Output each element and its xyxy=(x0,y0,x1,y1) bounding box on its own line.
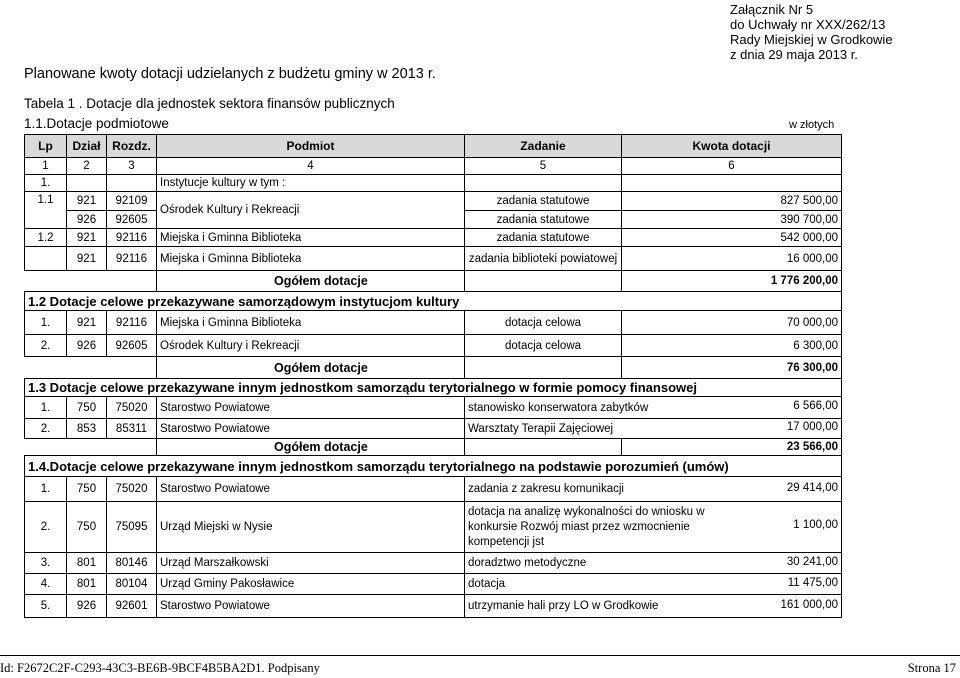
table-row xyxy=(25,574,842,595)
table-header-row xyxy=(25,135,842,158)
section-title: 1.2 Dotacje celowe przekazywane samorządowym instytucjom kultury xyxy=(25,292,842,311)
header-dzial: Dział xyxy=(67,135,107,158)
cell-lp: 5. xyxy=(25,595,67,618)
cell-kwota: 827 500,00 xyxy=(622,192,842,211)
table-row xyxy=(25,229,842,247)
cell-zadanie: zadania biblioteki powiatowej xyxy=(465,247,622,271)
cell-zadanie: dotacja celowa xyxy=(465,335,622,357)
cell-dzial: 921 xyxy=(67,247,107,271)
table-row xyxy=(25,553,842,574)
cell-dzial: 853 xyxy=(67,419,107,439)
header-kwota: Kwota dotacji xyxy=(622,135,842,158)
cell-zadanie-kwota xyxy=(465,574,842,595)
column-number-row xyxy=(25,158,842,175)
cell-lp: 1.2 xyxy=(25,229,67,247)
cell-dzial: 926 xyxy=(67,595,107,618)
cell-dzial: 926 xyxy=(67,335,107,357)
annex-line: do Uchwały nr XXX/262/13 xyxy=(730,17,886,32)
cell-kwota: 542 000,00 xyxy=(622,229,842,247)
cell-lp: 2. xyxy=(25,502,67,553)
cell-lp: 1. xyxy=(25,311,67,335)
cell-rozdz: 85311 xyxy=(107,419,157,439)
cell-rozdz: 80104 xyxy=(107,574,157,595)
cell-rozdz: 92605 xyxy=(107,211,157,229)
cell-zadanie-kwota xyxy=(465,397,842,419)
page-title: Planowane kwoty dotacji udzielanych z budżetu gminy w 2013 r. xyxy=(24,66,436,82)
cell-podmiot: Ośrodek Kultury i Rekreacji xyxy=(157,335,465,357)
cell-kwota: 17 000,00 xyxy=(786,421,838,433)
cell-zadanie-kwota xyxy=(465,595,842,618)
table-row xyxy=(25,335,842,357)
subsidy-table xyxy=(24,134,842,618)
cell-podmiot: Starostwo Powiatowe xyxy=(157,477,465,502)
cell-rozdz: 75095 xyxy=(107,502,157,553)
cell-podmiot: Urząd Miejski w Nysie xyxy=(157,502,465,553)
cell-dzial: 750 xyxy=(67,502,107,553)
cell-kwota: 161 000,00 xyxy=(780,599,838,611)
cell-zadanie: zadania z zakresu komunikacji xyxy=(468,483,624,495)
section-title: 1.4.Dotacje celowe przekazywane innym jednostkom samorządu terytorialnego na podstawie porozumień (umów) xyxy=(25,456,842,477)
total-value: 76 300,00 xyxy=(622,357,842,379)
cell-zadanie-kwota xyxy=(465,477,842,502)
cell-kwota: 390 700,00 xyxy=(622,211,842,229)
total-label: Ogółem dotacje xyxy=(157,271,465,292)
cell-rozdz: 92605 xyxy=(107,335,157,357)
cell-kwota: 6 300,00 xyxy=(622,335,842,357)
cell-kwota: 11 475,00 xyxy=(787,577,838,589)
colnum: 3 xyxy=(107,158,157,175)
subsection-title: 1.1.Dotacje podmiotowe xyxy=(24,116,169,131)
cell-podmiot: Starostwo Powiatowe xyxy=(157,397,465,419)
cell-podmiot: Urząd Gminy Pakosławice xyxy=(157,574,465,595)
cell-zadanie: Warsztaty Terapii Zajęciowej xyxy=(468,422,614,435)
cell-lp: 1. xyxy=(25,477,67,502)
cell-podmiot: Urząd Marszałkowski xyxy=(157,553,465,574)
cell-kwota: 6 566,00 xyxy=(793,400,838,412)
cell-rozdz: 92601 xyxy=(107,595,157,618)
cell-zadanie: utrzymanie hali przy LO w Grodkowie xyxy=(468,600,659,612)
total-row xyxy=(25,357,842,379)
cell-lp: 4. xyxy=(25,574,67,595)
cell-dzial: 801 xyxy=(67,574,107,595)
cell-zadanie-kwota xyxy=(465,419,842,439)
page-number: Strona 17 xyxy=(907,661,956,675)
cell-rozdz: 80146 xyxy=(107,553,157,574)
cell-lp: 1. xyxy=(25,175,67,192)
table-row xyxy=(25,595,842,618)
cell-kwota: 29 414,00 xyxy=(786,482,838,494)
cell-zadanie: zadania statutowe xyxy=(465,211,622,229)
cell-rozdz: 75020 xyxy=(107,397,157,419)
table-row xyxy=(25,311,842,335)
cell-zadanie-kwota xyxy=(465,502,842,553)
cell-kwota: 1 100,00 xyxy=(793,519,838,531)
cell-zadanie: dotacja na analizę wykonalności do wniosku w konkursie Rozwój miast przez wzmocnienie kompetencji jst xyxy=(468,505,705,548)
footer-divider xyxy=(0,655,960,656)
header-zadanie: Zadanie xyxy=(465,135,622,158)
cell-dzial: 921 xyxy=(67,192,107,211)
cell-dzial: 926 xyxy=(67,211,107,229)
currency-note: w złotych xyxy=(789,119,835,131)
cell-zadanie: doradztwo metodyczne xyxy=(468,557,587,569)
table-row xyxy=(25,175,842,192)
total-value: 1 776 200,00 xyxy=(622,271,842,292)
section-title: 1.3 Dotacje celowe przekazywane innym jednostkom samorządu terytorialnego w formie pomocy finansowej xyxy=(25,379,842,397)
table-row xyxy=(25,419,842,439)
section-row xyxy=(25,379,842,397)
table-row xyxy=(25,477,842,502)
cell-zadanie: dotacja celowa xyxy=(465,311,622,335)
cell-lp: 2. xyxy=(25,335,67,357)
total-row xyxy=(25,439,842,456)
cell-kwota: 30 241,00 xyxy=(786,556,838,568)
cell-dzial: 921 xyxy=(67,229,107,247)
table-row xyxy=(25,502,842,553)
cell-podmiot: Miejska i Gminna Biblioteka xyxy=(157,311,465,335)
section-row xyxy=(25,456,842,477)
total-label: Ogółem dotacje xyxy=(157,357,465,379)
cell-rozdz: 75020 xyxy=(107,477,157,502)
cell-podmiot: Starostwo Powiatowe xyxy=(157,419,465,439)
cell-podmiot: Miejska i Gminna Biblioteka xyxy=(157,247,465,271)
cell-rozdz: 92116 xyxy=(107,311,157,335)
cell-zadanie: zadania statutowe xyxy=(465,192,622,211)
cell-rozdz: 92116 xyxy=(107,247,157,271)
section-row xyxy=(25,292,842,311)
colnum: 5 xyxy=(465,158,622,175)
table-row xyxy=(25,247,842,271)
cell-rozdz: 92109 xyxy=(107,192,157,211)
annex-header xyxy=(730,2,893,62)
table-row xyxy=(25,397,842,419)
cell-lp: 3. xyxy=(25,553,67,574)
cell-dzial: 921 xyxy=(67,311,107,335)
cell-lp: 1. xyxy=(25,397,67,419)
total-value: 23 566,00 xyxy=(622,439,842,456)
colnum: 6 xyxy=(622,158,842,175)
document-id: Id: F2672C2F-C293-43C3-BE6B-9BCF4B5BA2D1. Podpisany xyxy=(0,661,320,675)
cell-rozdz: 92116 xyxy=(107,229,157,247)
cell-podmiot: Instytucje kultury w tym : xyxy=(157,175,465,192)
annex-line: Rady Miejskiej w Grodkowie xyxy=(730,32,893,47)
cell-podmiot: Starostwo Powiatowe xyxy=(157,595,465,618)
table-title: Tabela 1 . Dotacje dla jednostek sektora finansów publicznych xyxy=(24,96,395,111)
annex-line: z dnia 29 maja 2013 r. xyxy=(730,47,858,62)
header-rozdz: Rozdz. xyxy=(107,135,157,158)
cell-lp: 1.1 xyxy=(25,192,67,229)
cell-podmiot: Ośrodek Kultury i Rekreacji xyxy=(157,192,465,229)
table-row xyxy=(25,192,842,211)
cell-lp: 2. xyxy=(25,419,67,439)
total-row xyxy=(25,271,842,292)
cell-dzial: 801 xyxy=(67,553,107,574)
cell-dzial: 750 xyxy=(67,397,107,419)
header-lp: Lp xyxy=(25,135,67,158)
annex-line: Załącznik Nr 5 xyxy=(730,2,814,17)
cell-kwota: 16 000,00 xyxy=(622,247,842,271)
colnum: 2 xyxy=(67,158,107,175)
cell-zadanie-kwota xyxy=(465,553,842,574)
header-podmiot: Podmiot xyxy=(157,135,465,158)
total-label: Ogółem dotacje xyxy=(157,439,465,456)
cell-podmiot: Miejska i Gminna Biblioteka xyxy=(157,229,465,247)
colnum: 4 xyxy=(157,158,465,175)
cell-kwota: 70 000,00 xyxy=(622,311,842,335)
cell-zadanie: stanowisko konserwatora zabytków xyxy=(468,401,649,414)
cell-dzial: 750 xyxy=(67,477,107,502)
colnum: 1 xyxy=(25,158,67,175)
cell-zadanie: dotacja xyxy=(468,578,506,590)
cell-zadanie: zadania statutowe xyxy=(465,229,622,247)
